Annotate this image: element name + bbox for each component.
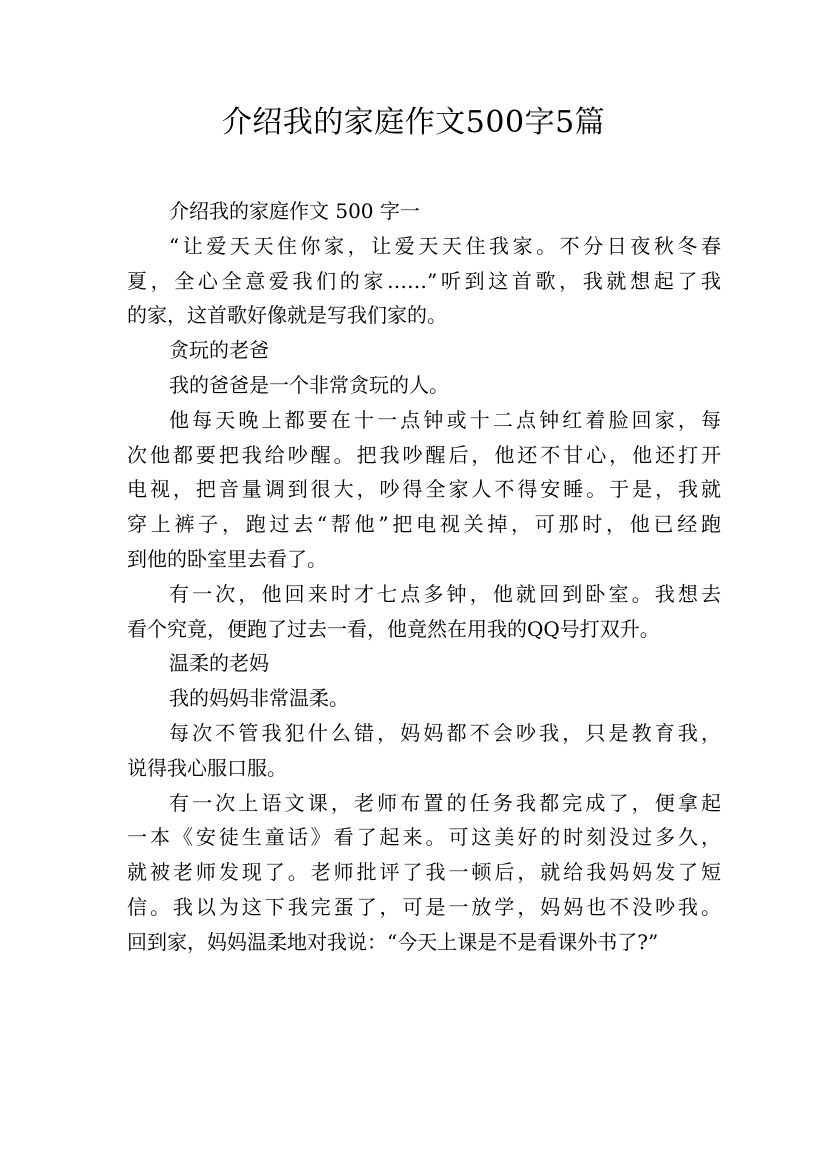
text-line: 我的妈妈非常温柔。	[169, 686, 349, 711]
text-line: 次他都要把我给吵醒。把我吵醒后，他还不甘心，他还打开	[127, 442, 721, 467]
text-line: 信。我以为这下我完蛋了，可是一放学，妈妈也不没吵我。	[127, 894, 721, 919]
text-line: 夏，全心全意爱我们的家……”听到这首歌，我就想起了我	[127, 268, 721, 293]
text-line: 有一次上语文课，老师布置的任务我都完成了，便拿起	[169, 790, 721, 815]
text-line: 他每天晚上都要在十一点钟或十二点钟红着脸回家，每	[169, 407, 721, 432]
text-line: 看个究竟，便跑了过去一看，他竟然在用我的QQ号打双升。	[127, 616, 660, 641]
text-line: 就被老师发现了。老师批评了我一顿后，就给我妈妈发了短	[127, 860, 721, 885]
text-line: 的家，这首歌好像就是写我们家的。	[127, 303, 447, 328]
text-line: 我的爸爸是一个非常贪玩的人。	[169, 372, 449, 397]
text-line: 一本《安徒生童话》看了起来。可这美好的时刻没过多久，	[127, 825, 721, 850]
text-line: 贪玩的老爸	[169, 338, 269, 363]
text-line: “让爱天天住你家，让爱天天住我家。不分日夜秋冬春	[169, 233, 721, 258]
text-line: 电视，把音量调到很大，吵得全家人不得安睡。于是，我就	[127, 477, 721, 502]
text-line: 每次不管我犯什么错，妈妈都不会吵我，只是教育我，	[169, 720, 721, 745]
text-line: 有一次，他回来时才七点多钟，他就回到卧室。我想去	[169, 581, 721, 606]
text-line: 介绍我的家庭作文 500 字一	[169, 199, 420, 223]
text-line: 说得我心服口服。	[127, 755, 287, 780]
document-body	[127, 194, 721, 960]
text-line: 回到家，妈妈温柔地对我说：“今天上课是不是看课外书了?”	[127, 929, 659, 954]
text-line: 到他的卧室里去看了。	[127, 546, 327, 571]
document-title: 介绍我的家庭作文500字5篇	[221, 105, 606, 140]
text-line: 温柔的老妈	[169, 651, 269, 676]
text-line: 穿上裤子，跑过去“帮他”把电视关掉，可那时，他已经跑	[127, 512, 721, 537]
